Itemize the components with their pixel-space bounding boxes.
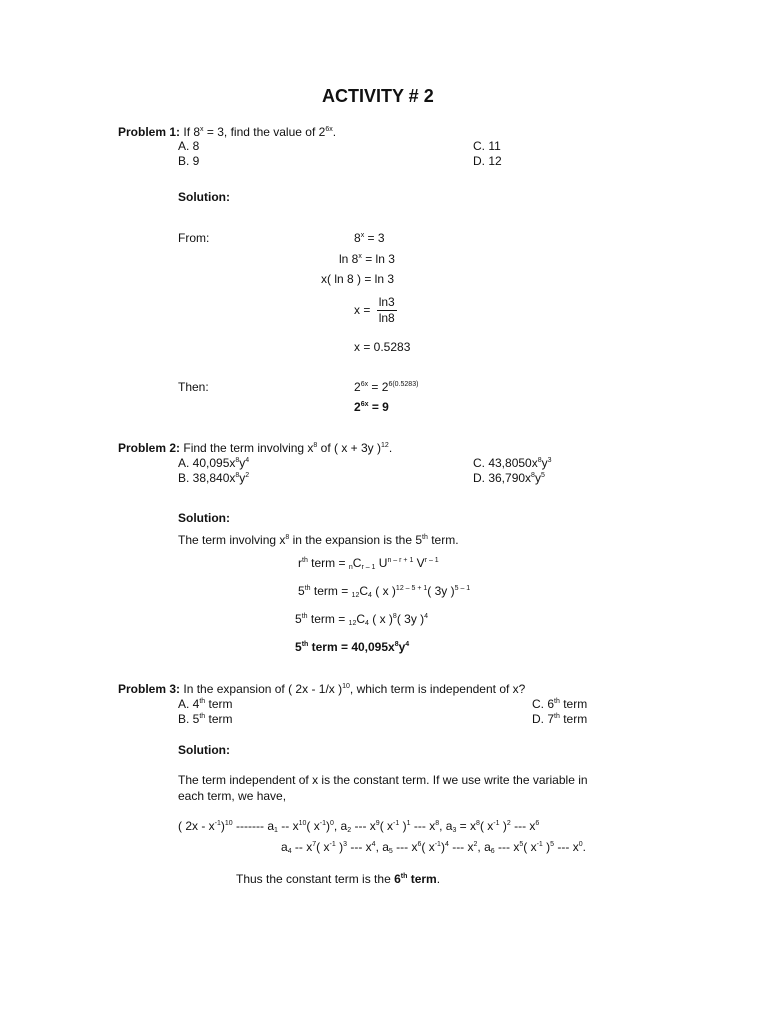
problem-1-question: Problem 1: If $8^x = 3$, find the value of $2^{6x}$. — [118, 125, 337, 139]
problem-1-choice-b: B. 9 — [178, 154, 200, 168]
p2-formula-line-2: 5th term = $_{12}C_4$ ( x )$^{12 - 5 + 1}$( 3y )$^{5 - 1}$ — [298, 584, 471, 599]
problem-3-choice-c: C. 6th term — [532, 697, 588, 711]
then-label: Then: — [178, 380, 209, 394]
p1-step-3: x( ln 8 ) = ln 3 — [321, 272, 395, 286]
p3-equation-line-2: $a_4 -- x^7$( $x^{-1}$ )$^3$ --- $x^4$, $a_5$ --- $x^6$( $x^{-1})^4$ --- $x^2$, $a_6$ --- $x^5$( $x^{-1}$ )$^5$ --- $x^0$. — [281, 840, 586, 855]
p1-step-2: $\ln 8^x = \ln 3$ — [339, 252, 395, 266]
problem-1-choice-d: D. 12 — [473, 154, 502, 168]
p2-formula-line-4: 5th term = $40,095x^8y^4$ — [295, 640, 410, 654]
p3-paragraph-line-1: The term independent of x is the constant term. If we use write the variable in — [178, 773, 588, 787]
problem-2-solution-label: Solution: — [178, 511, 230, 525]
p3-equation-line-1: ( $2x - x^{-1})^{10}$ ------- $a_1 -- x^{10}$( $x^{-1})^0$, $a_2$ --- $x^9$( $x^{-1}$ )$^1$ --- $x^8$, $a_3 = x^8$( $x^{-1}$ )$^2$ --- $x^6$ — [178, 819, 540, 834]
problem-3-choice-a: A. 4th term — [178, 697, 233, 711]
fraction: $\frac{\ln 3}{\ln 8}$ — [378, 295, 395, 326]
problem-3-question: Problem 3: In the expansion of ( 2x - 1/x )$^{10}$, which term is independent of x? — [118, 682, 526, 696]
p3-paragraph-line-2: each term, we have, — [178, 789, 287, 803]
p1-step-1: $8^x = 3$ — [354, 231, 385, 245]
page-title: ACTIVITY # 2 — [322, 86, 434, 106]
problem-1-label: Problem 1: — [118, 125, 181, 139]
problem-1-choice-a: A. 8 — [178, 139, 200, 153]
problem-2-choice-d: D. $36,790x^8y^5$ — [473, 471, 545, 485]
p1-result-2: $2^{6x} = 9$ — [354, 400, 389, 414]
p1-step-5: x = 0.5283 — [354, 340, 411, 354]
problem-3-choice-b: B. 5th term — [178, 712, 233, 726]
problem-2-choice-a: A. $40,095x^8y^4$ — [178, 456, 250, 470]
problem-2-label: Problem 2: — [118, 441, 181, 455]
problem-3-solution-label: Solution: — [178, 743, 230, 757]
problem-1-solution-label: Solution: — [178, 190, 230, 204]
p3-conclusion: Thus the constant term is the 6th term. — [236, 872, 441, 886]
from-label: From: — [178, 231, 210, 245]
problem-2-question: Problem 2: Find the term involving $x^8$ of ( x + 3y )$^{12}$. — [118, 441, 393, 455]
problem-2-choice-c: C. $43,8050x^8y^3$ — [473, 456, 552, 470]
p1-result-1: $2^{6x} = 2^{6(0.5283)}$ — [354, 380, 419, 394]
p1-step-4: x = $\frac{\ln 3}{\ln 8}$ — [354, 295, 395, 326]
problem-2-choice-b: B. $38,840x^8y^2$ — [178, 471, 250, 485]
p2-formula-line-3: 5th term = $_{12}C_4$ ( x )$^8$( 3y )$^4$ — [295, 612, 429, 627]
p2-formula-line-1: $r^{th}$ term = $_nC_{r - 1}$ $U^{n - r + 1}$ $V^{r - 1}$ — [298, 556, 439, 571]
p2-solution-text: The term involving $x^8$ in the expansion is the 5th term. — [178, 533, 459, 547]
problem-3-label: Problem 3: — [118, 682, 181, 696]
problem-3-choice-d: D. 7th term — [532, 712, 588, 726]
problem-1-choice-c: C. 11 — [473, 139, 501, 153]
